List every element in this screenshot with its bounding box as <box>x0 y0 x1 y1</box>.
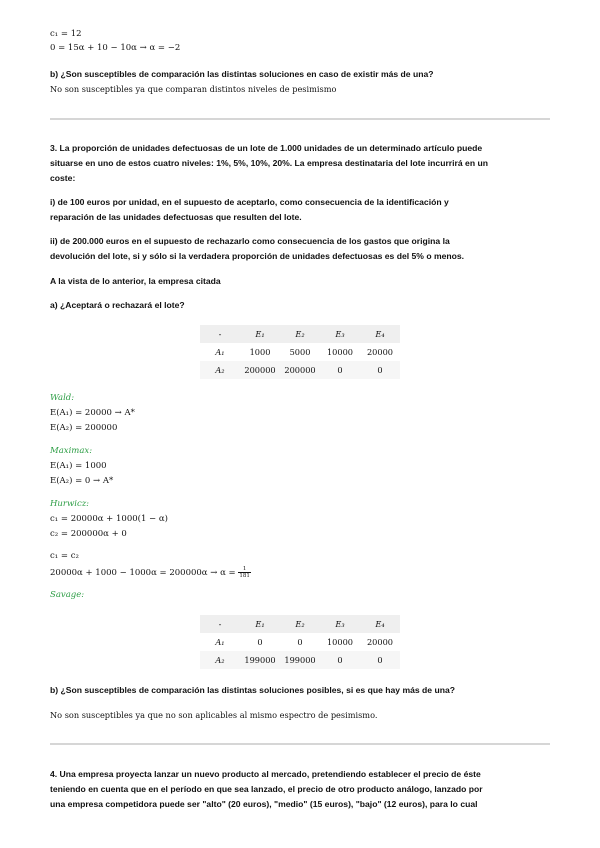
hurwicz-eq1: c₁ = 20000α + 1000(1 − α) <box>50 514 168 524</box>
answer-b: No son susceptibles ya que no son aplicables al mismo espectro de pesimismo. <box>50 710 378 720</box>
table-cell: 1000 <box>249 347 271 357</box>
table-corner: - <box>218 619 222 629</box>
wald-eq1: E(A₁) = 20000 → A* <box>50 408 135 418</box>
table-cell: 20000 <box>366 347 394 357</box>
column-header: E₂ <box>295 329 305 339</box>
column-header: E₂ <box>295 619 305 629</box>
lead-text: A la vista de lo anterior, la empresa citada <box>50 276 221 286</box>
maximax-title: Maximax: <box>50 446 93 456</box>
table-header-row <box>200 615 400 633</box>
table-cell: 0 <box>377 365 383 375</box>
column-header: E₁ <box>255 329 265 339</box>
fraction-denominator: 181 <box>239 573 250 579</box>
item-i-line1: i) de 100 euros por unidad, en el supuesto de aceptarlo, como consecuencia de la identificación y <box>50 197 449 207</box>
table-row <box>200 361 400 379</box>
fraction-numerator: 1 <box>238 566 251 573</box>
table-cell: 5000 <box>289 347 311 357</box>
maximax-eq2: E(A₂) = 0 → A* <box>50 476 114 486</box>
item-ii-line1: ii) de 200.000 euros en el supuesto de rechazarlo como consecuencia de los gastos que origina la <box>50 236 450 246</box>
item-i-line2: reparación de las unidades defectuosas que resulten del lote. <box>50 212 302 222</box>
table-row <box>200 343 400 361</box>
alpha-fraction <box>238 566 251 579</box>
question-a: a) ¿Aceptará o rechazará el lote? <box>50 300 185 310</box>
row-header: A₂ <box>215 655 225 665</box>
question-b-top: b) ¿Son susceptibles de comparación las distintas soluciones en caso de existir más de una? <box>50 69 434 79</box>
table-cell: 0 <box>257 637 263 647</box>
table-cell: 10000 <box>326 347 354 357</box>
hurwicz-eq3: c₁ = c₂ <box>50 551 79 561</box>
table-header-row <box>200 325 400 343</box>
hurwicz-eq4-lhs: 20000α + 1000 − 1000α = 200000α → α = <box>50 568 239 578</box>
problem3-intro-line2: situarse en uno de estos cuatro niveles: 1%, 5%, 10%, 20%. La empresa destinataria del lote incurrirá en un <box>50 158 488 168</box>
table-cell: 20000 <box>366 637 394 647</box>
problem4-line2: teniendo en cuenta que en el período en que sea lanzado, el precio de otro producto análogo, lanzado por <box>50 784 483 794</box>
table-row <box>200 633 400 651</box>
answer-b-top: No son susceptibles ya que comparan distintos niveles de pesimismo <box>50 84 337 94</box>
table-cell: 200000 <box>244 365 276 375</box>
column-header: E₃ <box>335 619 345 629</box>
column-header: E₄ <box>375 329 385 339</box>
problem3-intro-line3: coste: <box>50 173 76 183</box>
row-header: A₂ <box>215 365 225 375</box>
table-corner: - <box>218 329 222 339</box>
divider <box>50 743 550 745</box>
wald-eq2: E(A₂) = 200000 <box>50 423 118 433</box>
question-b: b) ¿Son susceptibles de comparación las distintas soluciones posibles, si es que hay más de una? <box>50 685 455 695</box>
column-header: E₃ <box>335 329 345 339</box>
payoff-table <box>200 325 400 379</box>
column-header: E₁ <box>255 619 265 629</box>
column-header: E₄ <box>375 619 385 629</box>
row-header: A₁ <box>215 637 225 647</box>
equation-c1: c₁ = 12 <box>50 29 82 39</box>
problem4-line1: 4. Una empresa proyecta lanzar un nuevo producto al mercado, pretendiendo establecer el precio de éste <box>50 769 481 779</box>
problem4-line3: una empresa competidora puede ser "alto" (20 euros), "medio" (15 euros), "bajo" (12 euros), para lo cual <box>50 799 478 809</box>
wald-title: Wald: <box>50 393 75 403</box>
table-row <box>200 651 400 669</box>
item-ii-line2: devolución del lote, si y sólo si la verdadera proporción de unidades defectuosas es del 5% o menos. <box>50 251 465 261</box>
divider <box>50 118 550 120</box>
table-cell: 0 <box>377 655 383 665</box>
table-cell: 199000 <box>244 655 276 665</box>
table-cell: 200000 <box>284 365 316 375</box>
maximax-eq1: E(A₁) = 1000 <box>50 461 107 471</box>
equation-alpha: 0 = 15α + 10 − 10α → α = −2 <box>50 43 181 53</box>
table-cell: 10000 <box>326 637 354 647</box>
regret-table <box>200 615 400 669</box>
savage-title: Savage: <box>50 590 85 600</box>
hurwicz-title: Hurwicz: <box>50 499 90 509</box>
table-cell: 0 <box>297 637 303 647</box>
hurwicz-eq4 <box>50 566 251 579</box>
row-header: A₁ <box>215 347 225 357</box>
problem3-intro-line1: 3. La proporción de unidades defectuosas de un lote de 1.000 unidades de un determinado artículo puede <box>50 143 483 153</box>
table-cell: 199000 <box>284 655 316 665</box>
table-cell: 0 <box>337 365 343 375</box>
hurwicz-eq2: c₂ = 200000α + 0 <box>50 529 127 539</box>
table-cell: 0 <box>337 655 343 665</box>
